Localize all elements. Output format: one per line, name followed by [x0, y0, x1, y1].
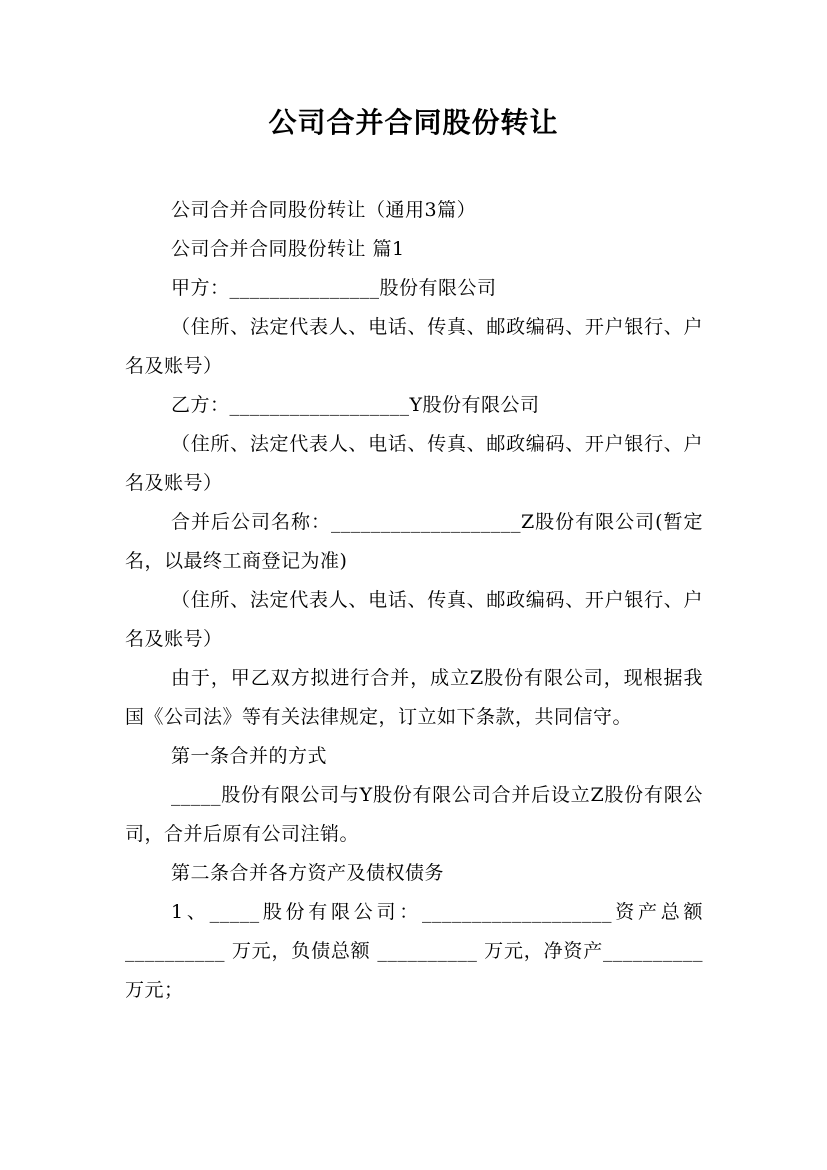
paragraph-party-b-details: （住所、法定代表人、电话、传真、邮政编码、开户银行、户名及账号）	[125, 433, 703, 494]
paragraph-section-heading: 公司合并合同股份转让 篇1	[171, 238, 405, 260]
paragraph-party-a: 甲方：_______________股份有限公司	[171, 277, 497, 299]
paragraph-article-2-heading: 第二条合并各方资产及债权债务	[171, 862, 445, 884]
document-body	[125, 191, 710, 1010]
paragraph-party-b: 乙方：__________________Y股份有限公司	[171, 394, 540, 416]
paragraph-party-a-details: （住所、法定代表人、电话、传真、邮政编码、开户银行、户名及账号）	[125, 316, 703, 377]
paragraph-merged-company-name: 合并后公司名称：___________________Z股份有限公司(暂定名，以最终工商登记为准)	[125, 511, 703, 572]
document-title: 公司合并合同股份转让	[268, 106, 559, 139]
paragraph-preamble: 由于，甲乙双方拟进行合并，成立Z股份有限公司，现根据我国《公司法》等有关法律规定，订立如下条款，共同信守。	[125, 667, 703, 728]
paragraph-subtitle: 公司合并合同股份转让（通用3篇）	[171, 199, 477, 221]
paragraph-article-2-item-1: 1、_____股份有限公司：___________________资产总额__________ 万元，负债总额 __________ 万元，净资产__________ 万元；	[125, 901, 710, 1001]
paragraph-merged-company-details: （住所、法定代表人、电话、传真、邮政编码、开户银行、户名及账号）	[125, 589, 703, 650]
paragraph-article-1-body: _____股份有限公司与Y股份有限公司合并后设立Z股份有限公司，合并后原有公司注销。	[125, 784, 703, 845]
paragraph-article-1-heading: 第一条合并的方式	[171, 745, 328, 767]
